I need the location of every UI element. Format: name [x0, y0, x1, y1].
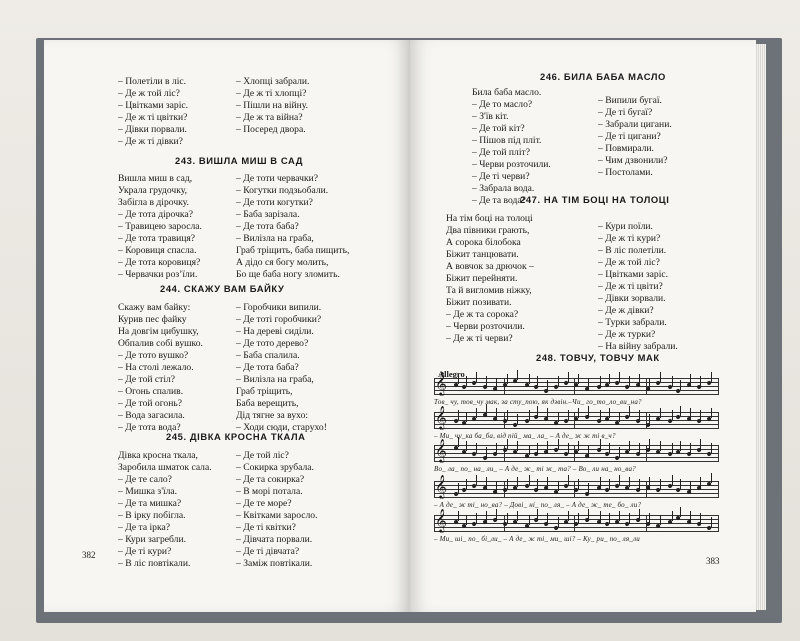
- treble-clef-icon: 𝄞: [435, 438, 447, 462]
- note-stem: [507, 513, 508, 523]
- note-stem: [672, 511, 673, 521]
- note-stem: [600, 410, 601, 420]
- note-stem: [672, 376, 673, 386]
- lyric-line: – А де_ ж ті_ но_ва? – Дові_ ні_ по_ ля_ – А де_ ж_ те_ бо_ ли?: [434, 501, 642, 509]
- verse-line: А вовчок за дрючок –: [446, 261, 534, 272]
- song-248-title: 248. ТОВЧУ, ТОВЧУ МАК: [536, 352, 660, 363]
- note-stem: [507, 479, 508, 489]
- verse-line: – Де тота коровиця?: [118, 257, 201, 268]
- verse-line: – Забрала вода.: [472, 183, 535, 194]
- verse-line: – Постолами.: [598, 167, 653, 178]
- verse-line: Граб тріщить,: [236, 386, 293, 397]
- note-stem: [568, 410, 569, 420]
- note-stem: [639, 410, 640, 420]
- note-stem: [537, 406, 538, 416]
- note-stem: [568, 511, 569, 521]
- verse-line: – Цвітками заріс.: [598, 269, 669, 280]
- note-stem: [537, 509, 538, 519]
- verse-line: – Де тота вода?: [118, 422, 181, 433]
- note-stem: [578, 441, 579, 451]
- verse-line: – Дівки зорвали.: [598, 293, 666, 304]
- verse-line: Дівка кросна ткала,: [118, 450, 198, 461]
- verse-line: – Цвітками заріс.: [118, 100, 189, 111]
- note-stem: [609, 443, 610, 453]
- verse-line: Бо ще баба ногу зломить.: [236, 269, 340, 280]
- note-stem: [680, 507, 681, 517]
- note-stem: [660, 479, 661, 489]
- note-stem: [660, 372, 661, 382]
- note-stem: [690, 374, 691, 384]
- verse-line: – На столі лежало.: [118, 362, 194, 373]
- verse-line: – Дівки порвали.: [118, 124, 187, 135]
- verse-line: – Турки забрали.: [598, 317, 667, 328]
- note-stem: [466, 515, 467, 525]
- verse-line: Дід тягне за вухо:: [236, 410, 309, 421]
- verse-line: Обпалив собі вушко.: [118, 338, 203, 349]
- bar-line: [718, 412, 719, 428]
- verse-line: – Де ж той ліс?: [118, 88, 180, 99]
- note-stem: [547, 408, 548, 418]
- song-246-col2: [598, 95, 672, 179]
- verse-line: – З'їв кіт.: [472, 111, 509, 122]
- verse-line: – Де тота баба?: [236, 221, 299, 232]
- verse-line: – Де ті цигани?: [598, 131, 661, 142]
- note-stem: [639, 509, 640, 519]
- treble-clef-icon: 𝄞: [435, 405, 447, 429]
- note-stem: [690, 511, 691, 521]
- note-stem: [547, 477, 548, 487]
- verse-line: – Де ті бугаї?: [598, 107, 653, 118]
- note-stem: [619, 372, 620, 382]
- note-stem: [529, 445, 530, 455]
- verse-line: Курив пес файку: [118, 314, 187, 325]
- note-stem: [700, 376, 701, 386]
- note-stem: [558, 376, 559, 386]
- note-stem: [466, 376, 467, 386]
- verse-line: – Посеред двора.: [236, 124, 306, 135]
- note-stem: [458, 511, 459, 521]
- note-stem: [672, 410, 673, 420]
- lyric-line: – Ми_ чу_ка ба_ба, від пій_ ма_ ла_ – А де_ ж ж ті в_ч?: [434, 432, 616, 440]
- verse-line: – Де та вода?: [472, 195, 526, 206]
- note-stem: [517, 477, 518, 487]
- bar-line: [718, 481, 719, 497]
- verse-line: Та й вигломив ніжку,: [446, 285, 532, 296]
- note-stem: [629, 406, 630, 416]
- note-stem: [578, 408, 579, 418]
- note-stem: [609, 513, 610, 523]
- song-246-col1: [472, 87, 551, 207]
- verse-line: – Де ж турки?: [598, 329, 656, 340]
- lyric-line: Тов_ чу, тов_чу мак, за сту_пою, як дзвін.–Чи_ го_то_ло_ви_на?: [434, 398, 642, 406]
- verse-line: Біжит позивати.: [446, 297, 512, 308]
- note-stem: [629, 376, 630, 386]
- bar-line: [434, 412, 435, 428]
- verse-line: – Де той огонь?: [118, 398, 182, 409]
- verse-line: – В ірку побігла.: [118, 510, 186, 521]
- verse-line: – Випили бугаї.: [598, 95, 662, 106]
- verse-line: Заробила шматок сала.: [118, 462, 212, 473]
- bar-line: [434, 515, 435, 531]
- verse-line: – Коровиця спасла.: [118, 245, 197, 256]
- note-stem: [466, 441, 467, 451]
- verse-continued-col1: [118, 76, 188, 148]
- note-stem: [568, 443, 569, 453]
- bar-line: [718, 515, 719, 531]
- note-stem: [476, 475, 477, 485]
- song-247-col2: [598, 221, 678, 353]
- note-stem: [476, 372, 477, 382]
- note-stem: [609, 479, 610, 489]
- note-stem: [507, 410, 508, 420]
- verse-line: – Баба спалила.: [236, 350, 300, 361]
- treble-clef-icon: 𝄞: [435, 371, 447, 395]
- note-stem: [458, 410, 459, 420]
- note-stem: [578, 374, 579, 384]
- note-stem: [629, 513, 630, 523]
- verse-line: – Де ті кури?: [118, 546, 172, 557]
- note-stem: [588, 445, 589, 455]
- bar-line: [434, 445, 435, 461]
- lyric-line: – Ми_ ші_ по_ бі_ли_ – А де_ ж ті_ ми_ ші? – Ку_ ри_ по_ ля_ли: [434, 535, 641, 543]
- verse-line: – Мишка з'їла.: [118, 486, 178, 497]
- note-stem: [711, 443, 712, 453]
- verse-line: – Хлопці забрали.: [236, 76, 310, 87]
- verse-line: – Червачки розʼїли.: [118, 269, 198, 280]
- note-stem: [507, 374, 508, 384]
- verse-line: – Кури поїли.: [598, 221, 653, 232]
- note-stem: [588, 406, 589, 416]
- verse-line: – Де ж та сорока?: [446, 309, 519, 320]
- verse-line: – Де той ліс?: [236, 450, 289, 461]
- verse-line: – Де ж ті кури?: [598, 233, 661, 244]
- song-247-title: 247. НА ТІМ БОЦІ НА ТОЛОЦІ: [520, 194, 670, 205]
- note-stem: [517, 414, 518, 424]
- note-stem: [649, 378, 650, 388]
- verse-line: – Вилізла на граба,: [236, 374, 314, 385]
- note-stem: [517, 441, 518, 451]
- verse-line: А сорока білобока: [446, 237, 521, 248]
- verse-line: – Огонь спалив.: [118, 386, 184, 397]
- note-stem: [660, 408, 661, 418]
- verse-line: – На війну забрали.: [598, 341, 678, 352]
- page-number-right: 383: [706, 556, 720, 566]
- music-staff: [434, 405, 719, 434]
- verse-line: Біжит танцювати.: [446, 249, 519, 260]
- verse-line: – Забрали цигани.: [598, 119, 672, 130]
- note-stem: [600, 477, 601, 487]
- verse-line: На тім боці на толоці: [446, 213, 533, 224]
- right-page: [410, 40, 756, 612]
- note-stem: [458, 483, 459, 493]
- note-stem: [619, 447, 620, 457]
- note-stem: [680, 406, 681, 416]
- note-stem: [639, 479, 640, 489]
- note-stem: [629, 441, 630, 451]
- note-stem: [680, 479, 681, 489]
- note-stem: [588, 509, 589, 519]
- note-stem: [486, 376, 487, 386]
- note-stem: [700, 513, 701, 523]
- note-stem: [711, 517, 712, 527]
- note-stem: [690, 443, 691, 453]
- note-stem: [529, 374, 530, 384]
- note-stem: [517, 511, 518, 521]
- note-stem: [600, 511, 601, 521]
- note-stem: [458, 374, 459, 384]
- verse-line: Два півники грають,: [446, 225, 530, 236]
- verse-line: Граб тріщить, баба пищить,: [236, 245, 350, 256]
- note-stem: [700, 410, 701, 420]
- verse-line: – Де то масло?: [472, 99, 533, 110]
- note-stem: [578, 479, 579, 489]
- verse-line: – Полетіли в ліс.: [118, 76, 187, 87]
- bar-line: [434, 481, 435, 497]
- verse-line: Баба верещить,: [236, 398, 299, 409]
- song-245-col2: [236, 450, 317, 570]
- verse-line: – Де тоти когутки?: [236, 197, 313, 208]
- verse-line: – Когутки подзьобали.: [236, 185, 329, 196]
- note-stem: [680, 380, 681, 390]
- note-stem: [547, 441, 548, 451]
- note-stem: [496, 509, 497, 519]
- verse-line: – Де тота баба?: [236, 362, 299, 373]
- verse-line: – Де та ірка?: [118, 522, 170, 533]
- note-stem: [486, 511, 487, 521]
- verse-line: На довгім цибушку,: [118, 326, 199, 337]
- note-stem: [609, 374, 610, 384]
- verse-line: – Де ж ті черви?: [446, 333, 513, 344]
- verse-line: – Заміж повтікали.: [236, 558, 313, 569]
- verse-line: – В ліс полетіли.: [598, 245, 667, 256]
- verse-line: – Повмирали.: [598, 143, 654, 154]
- music-staff: [434, 438, 719, 467]
- note-stem: [711, 473, 712, 483]
- note-stem: [619, 412, 620, 422]
- lyric-line: Во_ ла_ по_ на_ ли_ – А де_ ж_ ті ж_ та? – Во_ ли на_ но_ва?: [434, 465, 636, 473]
- note-stem: [711, 408, 712, 418]
- note-stem: [458, 437, 459, 447]
- note-stem: [558, 439, 559, 449]
- verse-line: – Травицею заросла.: [118, 221, 202, 232]
- note-stem: [711, 372, 712, 382]
- song-245-title: 245. ДІВКА КРОСНА ТКАЛА: [166, 431, 306, 442]
- treble-clef-icon: 𝄞: [435, 474, 447, 498]
- note-stem: [486, 447, 487, 457]
- note-stem: [609, 408, 610, 418]
- note-stem: [619, 475, 620, 485]
- note-stem: [558, 481, 559, 491]
- verse-line: Забігла в дірочку.: [118, 197, 189, 208]
- verse-line: Вишла миш в сад,: [118, 173, 193, 184]
- verse-line: – Де той кіт?: [472, 123, 525, 134]
- verse-line: – В ліс повтікали.: [118, 558, 191, 569]
- verse-line: – Кури загребли.: [118, 534, 186, 545]
- verse-line: – Де ті квітки?: [236, 522, 296, 533]
- note-stem: [486, 477, 487, 487]
- song-244-title: 244. СКАЖУ ВАМ БАЙКУ: [160, 283, 285, 294]
- bar-line: [718, 378, 719, 394]
- verse-line: – Ходи сюди, старухо!: [236, 422, 327, 433]
- verse-line: – Черви розточили.: [446, 321, 525, 332]
- verse-line: – Де ж дівки?: [598, 305, 654, 316]
- verse-line: – Де тота дірочка?: [118, 209, 193, 220]
- tempo-marking: Allegro: [438, 369, 465, 379]
- verse-line: – Баба зарізала.: [236, 209, 300, 220]
- note-stem: [680, 441, 681, 451]
- note-stem: [547, 380, 548, 390]
- note-stem: [476, 443, 477, 453]
- note-stem: [672, 475, 673, 485]
- note-stem: [529, 410, 530, 420]
- verse-line: – Де тото вушко?: [118, 350, 189, 361]
- verse-line: – Вода загасила.: [118, 410, 185, 421]
- note-stem: [600, 376, 601, 386]
- verse-line: – Де тота травиця?: [118, 233, 196, 244]
- verse-line: Украла грудочку,: [118, 185, 188, 196]
- verse-line: – В морі потала.: [236, 486, 303, 497]
- note-stem: [537, 443, 538, 453]
- verse-line: – Де тото дерево?: [236, 338, 309, 349]
- note-stem: [529, 475, 530, 485]
- verse-continued-col2: [236, 76, 309, 136]
- verse-line: – Дівчата порвали.: [236, 534, 313, 545]
- note-stem: [672, 443, 673, 453]
- note-stem: [507, 439, 508, 449]
- note-stem: [649, 414, 650, 424]
- song-244-col2: [236, 302, 327, 434]
- note-stem: [649, 513, 650, 523]
- note-stem: [496, 481, 497, 491]
- verse-line: – Де той пліт?: [472, 147, 530, 158]
- verse-line: – Де ж той ліс?: [598, 257, 660, 268]
- note-stem: [568, 475, 569, 485]
- verse-line: – Вилізла на граба,: [236, 233, 314, 244]
- note-stem: [486, 404, 487, 414]
- verse-line: А дідо ся богу молить,: [236, 257, 329, 268]
- note-stem: [466, 479, 467, 489]
- verse-line: – Де ж ті цвітки?: [118, 112, 188, 123]
- note-stem: [588, 483, 589, 493]
- verse-line: – Пішов під пліт.: [472, 135, 542, 146]
- note-stem: [600, 439, 601, 449]
- note-stem: [517, 370, 518, 380]
- note-stem: [690, 481, 691, 491]
- note-stem: [639, 374, 640, 384]
- verse-line: – Де ті черви?: [472, 171, 530, 182]
- note-stem: [639, 443, 640, 453]
- note-stem: [476, 513, 477, 523]
- note-stem: [690, 408, 691, 418]
- verse-line: – Квітками заросло.: [236, 510, 318, 521]
- note-stem: [700, 439, 701, 449]
- note-stem: [547, 513, 548, 523]
- verse-line: – Де та сокирка?: [236, 474, 305, 485]
- verse-line: – Де ж ті дівки?: [118, 136, 183, 147]
- song-243-col2: [236, 173, 349, 281]
- song-243-col1: [118, 173, 202, 281]
- left-page: [44, 40, 410, 612]
- music-staff: [434, 508, 719, 537]
- note-stem: [629, 477, 630, 487]
- verse-line: – Де те сало?: [118, 474, 172, 485]
- verse-line: – Черви розточили.: [472, 159, 551, 170]
- note-stem: [660, 441, 661, 451]
- verse-line: – На дереві сиділи.: [236, 326, 314, 337]
- song-247-col1: [446, 213, 534, 345]
- note-stem: [700, 477, 701, 487]
- bar-line: [434, 378, 435, 394]
- song-246-title: 246. БИЛА БАБА МАСЛО: [540, 71, 666, 82]
- note-stem: [537, 376, 538, 386]
- note-stem: [619, 511, 620, 521]
- note-stem: [496, 378, 497, 388]
- music-staff: [434, 474, 719, 503]
- note-stem: [660, 515, 661, 525]
- note-stem: [588, 378, 589, 388]
- verse-line: – Де та мишка?: [118, 498, 182, 509]
- note-stem: [529, 515, 530, 525]
- song-244-col1: [118, 302, 203, 434]
- note-stem: [558, 412, 559, 422]
- verse-line: Скажу вам байку:: [118, 302, 191, 313]
- verse-line: – Де той стіл?: [118, 374, 176, 385]
- note-stem: [578, 513, 579, 523]
- note-stem: [476, 408, 477, 418]
- verse-line: – Чим дзвонили?: [598, 155, 668, 166]
- verse-line: Била баба масло.: [472, 87, 542, 98]
- verse-line: – Де ж та війна?: [236, 112, 303, 123]
- treble-clef-icon: 𝄞: [435, 508, 447, 532]
- note-stem: [558, 517, 559, 527]
- note-stem: [466, 412, 467, 422]
- verse-line: – Горобчики випили.: [236, 302, 322, 313]
- page-edges: [756, 44, 766, 610]
- verse-line: – Де тоті горобчики?: [236, 314, 322, 325]
- note-stem: [649, 439, 650, 449]
- note-stem: [537, 479, 538, 489]
- note-stem: [568, 372, 569, 382]
- note-stem: [496, 443, 497, 453]
- verse-line: – Де ті дівчата?: [236, 546, 300, 557]
- verse-line: – Де тоти червачки?: [236, 173, 319, 184]
- verse-line: – Де ж ті хлопці?: [236, 88, 307, 99]
- verse-line: Біжит перейняти.: [446, 273, 518, 284]
- bar-line: [718, 445, 719, 461]
- page-number-left: 382: [82, 550, 96, 560]
- note-stem: [496, 408, 497, 418]
- song-243-title: 243. ВИШЛА МИШ В САД: [175, 155, 304, 166]
- verse-line: – Де те море?: [236, 498, 292, 509]
- song-245-col1: [118, 450, 212, 570]
- verse-line: – Сокирка зрубала.: [236, 462, 314, 473]
- verse-line: – Пішли на війну.: [236, 100, 308, 111]
- verse-line: – Де ж ті цвіти?: [598, 281, 663, 292]
- note-stem: [649, 477, 650, 487]
